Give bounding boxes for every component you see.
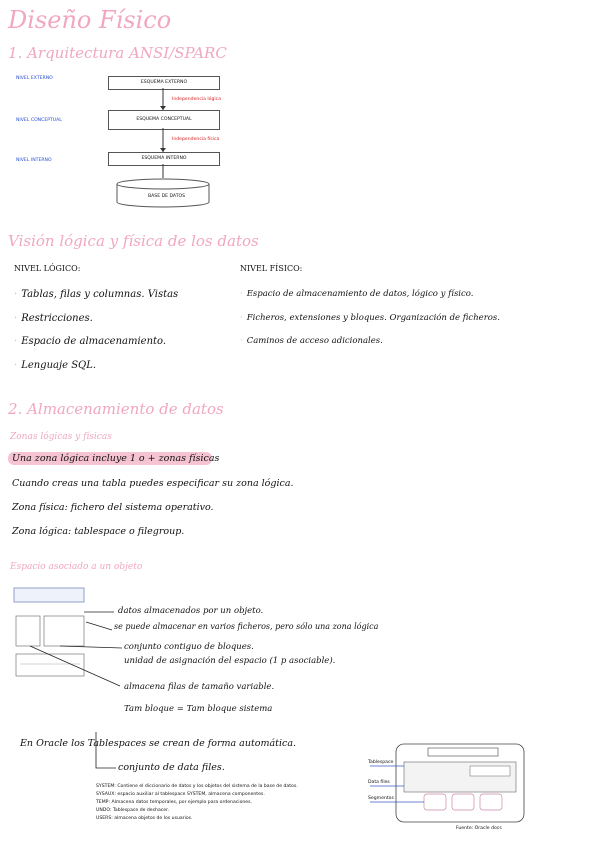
diagram-label-internal: NIVEL INTERNO xyxy=(16,158,52,163)
fisico-label: NIVEL FÍSICO: xyxy=(240,264,303,273)
logico-item-2: · Restricciones. xyxy=(14,313,93,324)
espacio-note-6: Tam bloque = Tam bloque sistema xyxy=(124,704,273,714)
oracle-small-item: SYSAUX: espacio auxiliar al tablespace SYSTEM, almacena componentes. xyxy=(96,792,265,797)
diagram-arrow-label-physical: Independencia física xyxy=(172,137,220,142)
espacio-note-2: se puede almacenar en varios ficheros, pero sólo una zona lógica xyxy=(114,622,379,631)
logico-item-3: · Espacio de almacenamiento. xyxy=(14,336,167,347)
fisico-item-2: · Ficheros, extensiones y bloques. Organización de ficheros. xyxy=(240,313,500,323)
logico-item-4: · Lenguaje SQL. xyxy=(14,360,97,371)
fisico-item-3: · Caminos de acceso adicionales. xyxy=(240,336,383,346)
oracle-line-1: En Oracle los Tablespaces se crean de forma automática. xyxy=(20,738,297,749)
oracle-figure-caption: Fuente: Oracle docs xyxy=(456,826,502,831)
diagram-box-external: ESQUEMA EXTERNO xyxy=(108,76,220,90)
diagram-box-conceptual: ESQUEMA CONCEPTUAL xyxy=(108,110,220,130)
logico-item-1: · Tablas, filas y columnas. Vistas xyxy=(14,289,179,300)
logico-label: NIVEL LÓGICO: xyxy=(14,264,81,273)
zonas-line-1: Una zona lógica incluye 1 o + zonas físicas xyxy=(8,452,212,465)
oracle-small-item: UNDO: Tablespace de deshacer. xyxy=(96,808,170,813)
diagram-label-external: NIVEL EXTERNO xyxy=(16,76,53,81)
page-title: Diseño Físico xyxy=(8,6,172,34)
oracle-figure-label-2: Data files xyxy=(368,780,390,785)
oracle-figure-label-1: Tablespace xyxy=(368,760,394,765)
diagram-box-internal: ESQUEMA INTERNO xyxy=(108,152,220,166)
zonas-line-4: Zona lógica: tablespace o filegroup. xyxy=(12,526,185,537)
espacio-heading: Espacio asociado a un objeto xyxy=(10,562,143,572)
espacio-note-4: unidad de asignación del espacio (1 p asociable). xyxy=(124,656,336,666)
oracle-small-item: TEMP: Almacena datos temporales, por ejemplo para ordenaciones. xyxy=(96,800,252,805)
diagram-label-conceptual: NIVEL CONCEPTUAL xyxy=(16,118,62,123)
section2-heading: 2. Almacenamiento de datos xyxy=(8,400,224,418)
diagram-arrow-label-logical: Independencia lógica xyxy=(172,97,222,102)
oracle-small-item: SYSTEM: Contiene el diccionario de datos y los objetos del sistema de la base de datos. xyxy=(96,784,298,789)
fisico-item-1: · Espacio de almacenamiento de datos, lógico y físico. xyxy=(240,289,474,299)
espacio-note-3: conjunto contiguo de bloques. xyxy=(124,642,254,652)
zonas-line-3: Zona física: fichero del sistema operativo. xyxy=(12,502,214,513)
espacio-note-1: datos almacenados por un objeto. xyxy=(118,606,264,616)
section2-subheading: Zonas lógicas y físicas xyxy=(10,432,112,442)
espacio-note-5: almacena filas de tamaño variable. xyxy=(124,682,275,692)
oracle-line-2: conjunto de data files. xyxy=(118,762,225,773)
oracle-small-item: USERS: almacena objetos de los usuarios. xyxy=(96,816,193,821)
zonas-line-2: Cuando creas una tabla puedes especificar su zona lógica. xyxy=(12,478,294,489)
section1-heading: 1. Arquitectura ANSI/SPARC xyxy=(8,44,227,62)
vision-heading: Visión lógica y física de los datos xyxy=(8,232,259,250)
oracle-figure-label-3: Segmentos xyxy=(368,796,394,801)
diagram-store-label: BASE DE DATOS xyxy=(148,194,186,199)
